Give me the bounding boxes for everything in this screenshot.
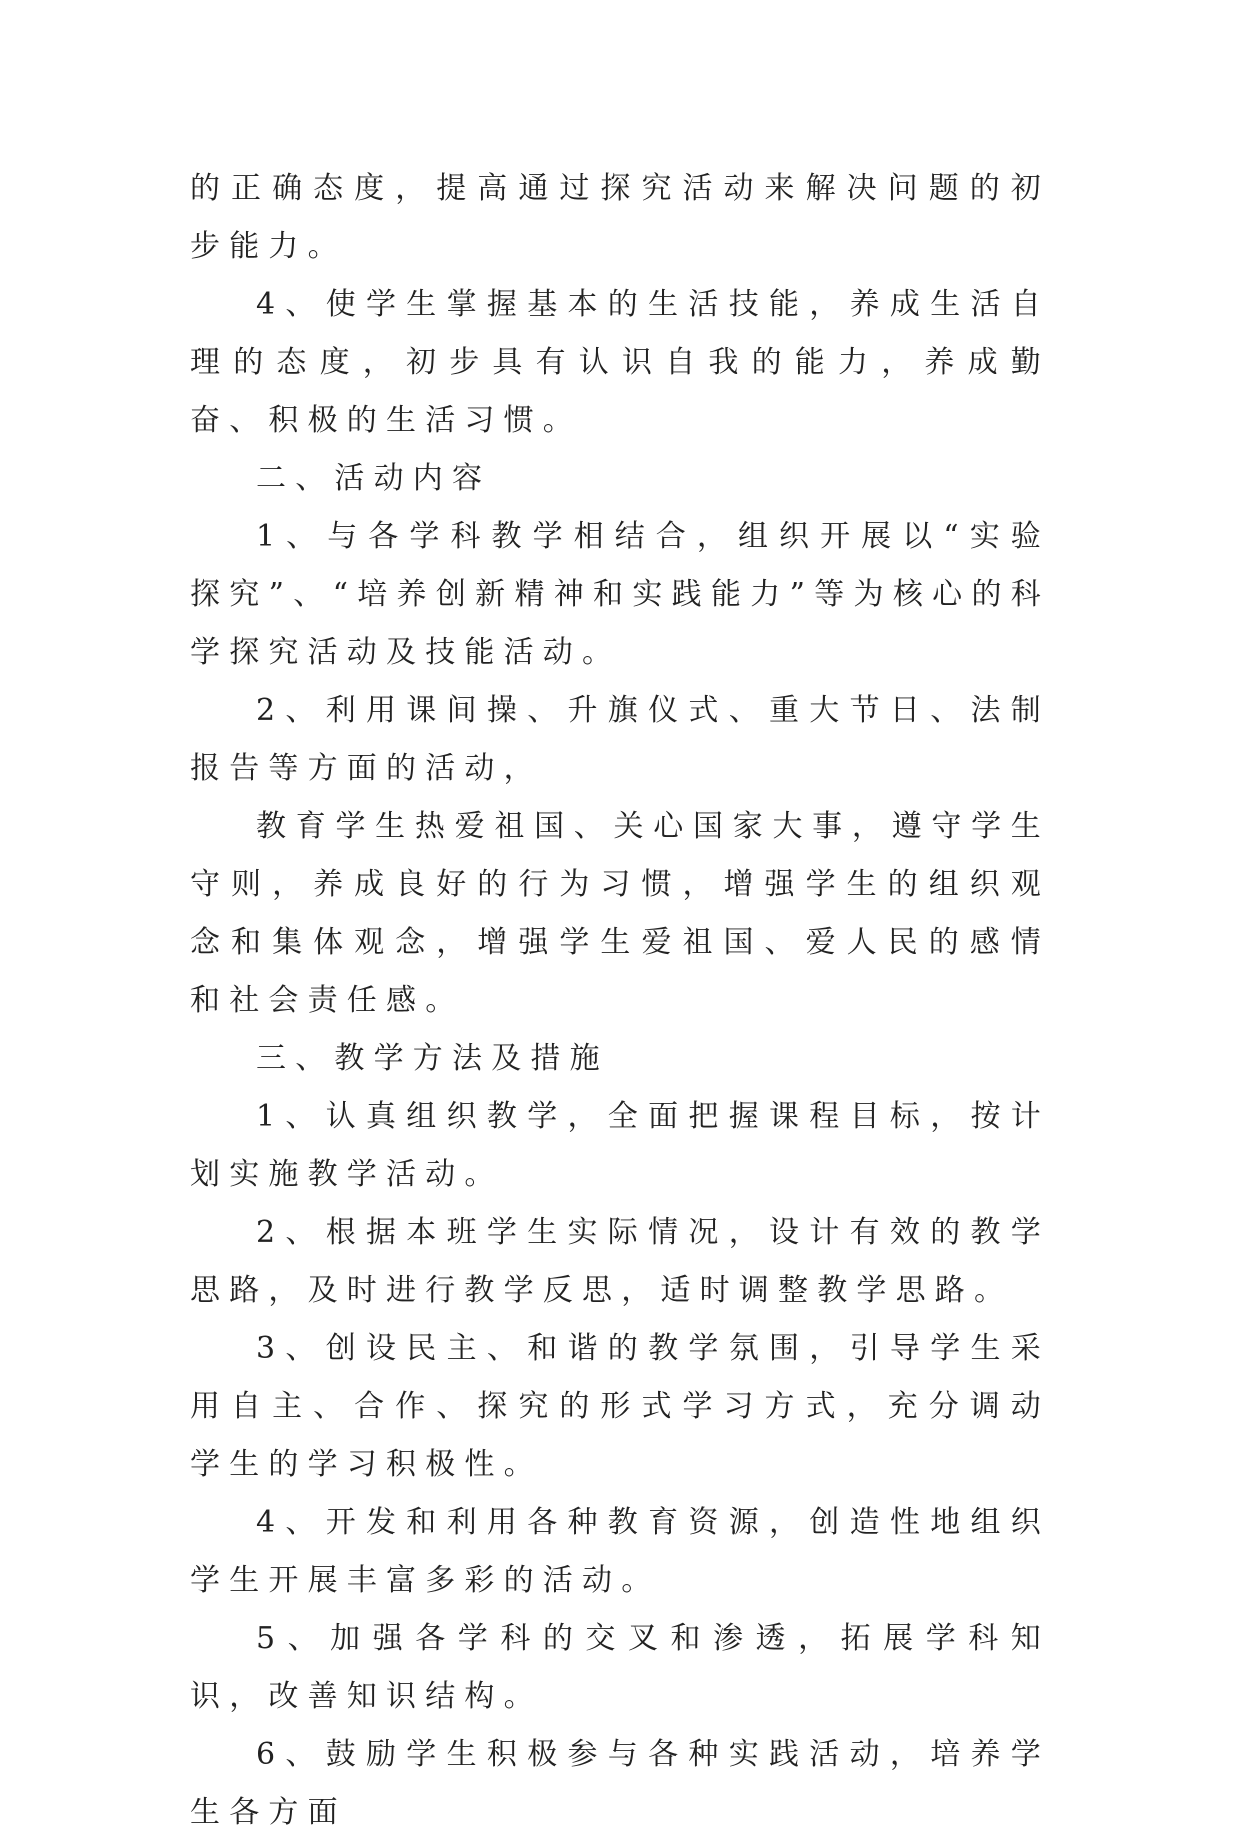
section-heading-teaching-methods: 三、教学方法及措施 xyxy=(256,1041,609,1076)
paragraph-activity-2: 2、利用课间操、升旗仪式、重大节日、法制报告等方面的活动， xyxy=(190,693,1050,786)
paragraph-method-6: 6、鼓励学生积极参与各种实践活动，培养学生各方面 xyxy=(190,1737,1050,1830)
paragraph-method-2: 2、根据本班学生实际情况，设计有效的教学思路，及时进行教学反思，适时调整教学思路。 xyxy=(190,1215,1050,1308)
paragraph-activity-1: 1、与各学科教学相结合，组织开展以“实验探究”、“培养创新精神和实践能力”等为核心的科学探究活动及技能活动。 xyxy=(190,519,1050,670)
paragraph-method-5: 5、加强各学科的交叉和渗透，拓展学科知识，改善知识结构。 xyxy=(190,1621,1050,1714)
paragraph-method-1: 1、认真组织教学，全面把握课程目标，按计划实施教学活动。 xyxy=(190,1099,1050,1192)
section-heading-activity-content: 二、活动内容 xyxy=(256,461,492,496)
paragraph-continuation: 的正确态度，提高通过探究活动来解决问题的初步能力。 xyxy=(190,171,1050,264)
paragraph-method-4: 4、开发和利用各种教育资源，创造性地组织学生开展丰富多彩的活动。 xyxy=(190,1505,1050,1598)
paragraph-item-4-life-skills: 4、使学生掌握基本的生活技能，养成生活自理的态度，初步具有认识自我的能力，养成勤奋、积极的生活习惯。 xyxy=(190,287,1050,438)
document-page xyxy=(190,160,1050,1842)
paragraph-education: 教育学生热爱祖国、关心国家大事，遵守学生守则，养成良好的行为习惯，增强学生的组织观念和集体观念，增强学生爱祖国、爱人民的感情和社会责任感。 xyxy=(190,809,1050,1018)
paragraph-method-3: 3、创设民主、和谐的教学氛围，引导学生采用自主、合作、探究的形式学习方式，充分调动学生的学习积极性。 xyxy=(190,1331,1050,1482)
